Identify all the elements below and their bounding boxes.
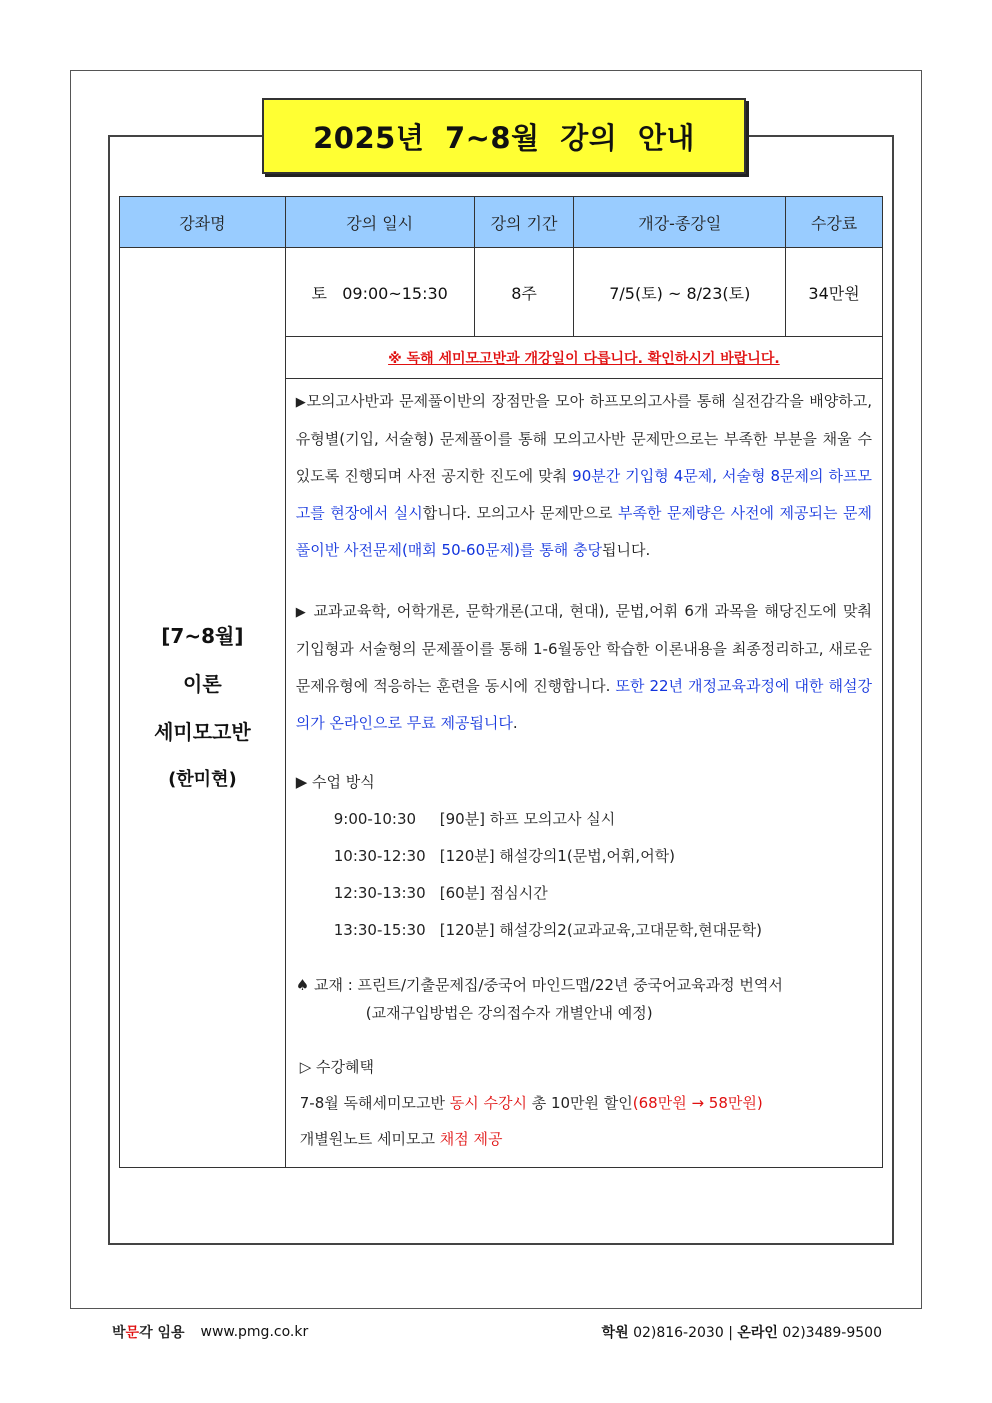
- method-heading: ▶ 수업 방식: [295, 773, 375, 791]
- benefit-line-2: [296, 1121, 872, 1157]
- list-item: [296, 838, 872, 875]
- method-time: 12:30-13:30: [333, 884, 426, 902]
- benefit-text: 개별원노트 세미모고: [299, 1130, 440, 1148]
- textbook-note: (교재구입방법은 강의접수자 개별안내 예정): [365, 1004, 653, 1022]
- header-period: 강의 기간: [474, 197, 574, 248]
- method-list: [296, 801, 872, 949]
- list-item: [296, 801, 872, 838]
- method-desc: [120분] 해설강의2(교과교육,고대문학,현대문학): [439, 921, 762, 939]
- method-time: 9:00-10:30: [333, 810, 417, 828]
- website-link[interactable]: www.pmg.co.kr: [200, 1324, 309, 1340]
- benefit-highlight: 동시 수강시: [449, 1094, 527, 1112]
- p1-text-e: 됩니다.: [601, 541, 651, 559]
- table-header-row: [120, 197, 883, 248]
- separator: |: [728, 1325, 733, 1341]
- brand-logo: 박문각 임용: [112, 1325, 185, 1341]
- list-item: [296, 912, 872, 949]
- method-time: 13:30-15:30: [333, 921, 426, 939]
- p1-text-a: 모의고사반과 문제풀이반의 장점만을 모아 하프모의고사를 통해 실전감각을 배양하고, 유형별(기입, 서술형) 문제풀이를 통해 모의고사반 문제만으로는 부족한 부분을 채울 수 있도록 진행되며 사전 공지한 진도에 맞춰: [295, 392, 872, 485]
- benefit-highlight: 채점 제공: [439, 1130, 503, 1148]
- p2-text-c: .: [512, 714, 518, 732]
- schedule-dates: 7/5(토) ~ 8/23(토): [574, 248, 786, 337]
- p1-highlight-1: 90분간 기입형 4문제, 서술형 8문제의 하프모고를 현장에서 실시: [295, 467, 872, 522]
- academy-phone: 02)816-2030: [633, 1325, 724, 1341]
- p2-text-a: 교과교육학, 어학개론, 문학개론(고대, 현대), 문법,어휘 6개 과목을 해당진도에 맞춰 기입형과 서술형의 문제풀이를 통해 1-6월동안 학습한 이론내용을 최종정리하고, 새로운 문제유형에 적응하는 훈련을 동시에 진행합니다.: [295, 602, 873, 695]
- page-title: 2025년 7~8월 강의 안내: [313, 120, 695, 155]
- online-label: 온라인: [737, 1325, 778, 1341]
- textbook-line: ♠ 교재 : 프린트/기출문제집/중국어 마인드맵/22년 중국어교육과정 번역서: [295, 976, 783, 994]
- notice-text: ※ 독해 세미모고반과 개강일이 다릅니다. 확인하시기 바랍니다.: [285, 337, 882, 379]
- schedule-fee: 34만원: [786, 248, 883, 337]
- course-type: 이론: [183, 671, 222, 696]
- online-phone: 02)3489-9500: [782, 1325, 882, 1341]
- schedule-row: [120, 248, 883, 337]
- description-paragraph-2: [296, 593, 872, 742]
- triangle-bullet-icon: ▶: [295, 605, 308, 620]
- benefit-text: 7-8월 독해세미모고반: [299, 1094, 450, 1112]
- course-months: [7~8월]: [161, 623, 244, 648]
- header-time: 강의 일시: [285, 197, 474, 248]
- title-banner: [262, 98, 746, 174]
- method-desc: [90분] 하프 모의고사 실시: [439, 810, 616, 828]
- description-cell: [285, 379, 882, 1168]
- header-dates: 개강-종강일: [574, 197, 786, 248]
- method-desc: [120분] 해설강의1(문법,어휘,어학): [439, 847, 676, 865]
- academy-label: 학원: [601, 1325, 629, 1341]
- list-item: [296, 875, 872, 912]
- contact-info: [602, 1322, 882, 1342]
- method-time: 10:30-12:30: [333, 847, 426, 865]
- benefit-text: 총 10만원 할인: [526, 1094, 633, 1112]
- footer: [112, 1320, 882, 1344]
- method-desc: [60분] 점심시간: [439, 884, 548, 902]
- course-title: 세미모고반: [154, 719, 251, 744]
- schedule-period: 8주: [474, 248, 574, 337]
- benefit-line-1: [296, 1085, 872, 1121]
- description-paragraph-1: [296, 383, 872, 569]
- p1-highlight-2: 부족한 문제량은 사전에 제공되는 문제풀이반 사전문제(매회 50-60문제)를 통해 충당: [295, 504, 872, 559]
- benefit-heading: ▷ 수강혜택: [299, 1058, 375, 1076]
- p2-highlight: 또한 22년 개정교육과정에 대한 해설강의가 온라인으로 무료 제공됩니다: [295, 677, 872, 732]
- course-name-cell: [120, 248, 286, 1168]
- lecture-table: [119, 196, 883, 1168]
- header-fee: 수강료: [786, 197, 883, 248]
- course-instructor: (한미현): [168, 768, 237, 790]
- triangle-bullet-icon: ▶: [295, 395, 307, 410]
- benefit-price: (68만원 → 58만원): [632, 1094, 763, 1112]
- header-course: 강좌명: [120, 197, 286, 248]
- p1-text-c: 합니다. 모의고사 문제만으로: [422, 504, 619, 522]
- schedule-day-time: 토 09:00~15:30: [285, 248, 474, 337]
